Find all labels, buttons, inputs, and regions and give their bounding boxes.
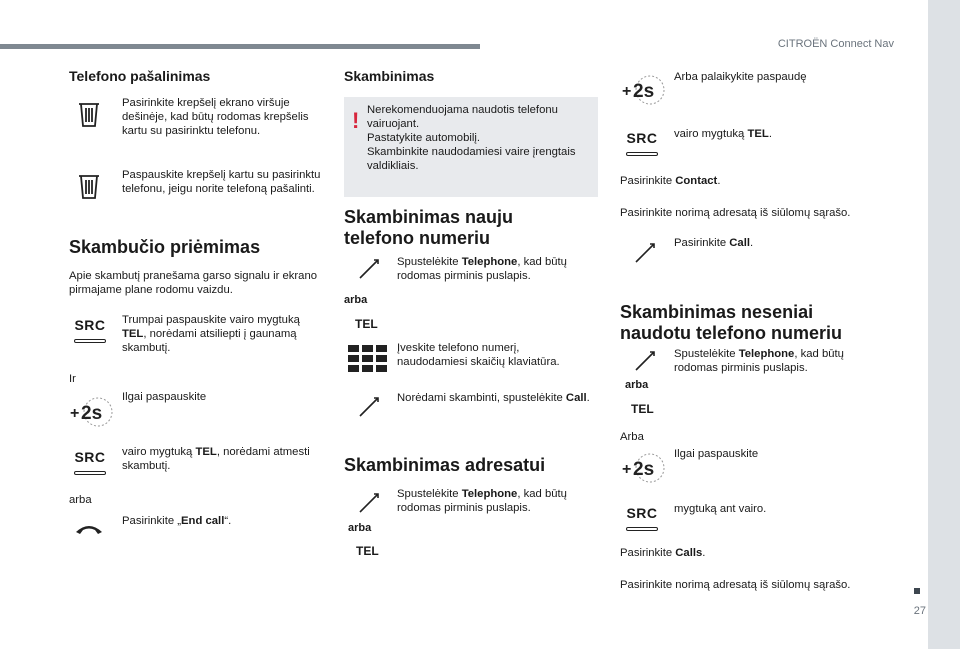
tel-button-label: TEL [356, 544, 379, 558]
recent-step-1: Spustelėkite Telephone, kad būtų rodomas pirminis puslapis. [674, 348, 844, 374]
heading-recent-number: Skambinimas neseniai naudotu telefono numeriu [620, 302, 842, 343]
receive-intro: Apie skambutį pranešama garso signalu ir ekrano pirmajame plane rodomu vaizdu. [69, 270, 318, 296]
svg-text:2s: 2s [633, 459, 655, 480]
phone-handset-icon [626, 346, 664, 376]
page-number: 27 [913, 605, 926, 617]
tel-button-label: TEL [631, 402, 654, 416]
hold-text: Arba palaikykite paspaudę [674, 71, 807, 83]
src-button-icon: SRC [626, 130, 658, 146]
phone-handset-icon [350, 392, 388, 422]
select-call: Pasirinkite Call. [674, 237, 754, 249]
heading-remove-phone: Telefono pašalinimas [69, 68, 211, 84]
heading-new-number: Skambinimas nauju telefono numeriu [344, 207, 514, 248]
heading-call-contact: Skambinimas adresatui [344, 455, 546, 475]
label-arba-cap: Arba [620, 431, 644, 443]
phone-handset-icon [350, 254, 388, 284]
header-rule [0, 44, 480, 49]
contact-step-1: Spustelėkite Telephone, kad būtų rodomas pirminis puslapis. [397, 488, 567, 514]
wheel-button-text: mygtuką ant vairo. [674, 503, 767, 515]
phone-handset-icon [350, 488, 388, 518]
label-arba: arba [625, 379, 649, 391]
trash-icon [70, 172, 108, 202]
tel-button-label: TEL [355, 317, 378, 331]
new-step-2: Įveskite telefono numerį, naudodamiesi skaičių klaviatūra. [397, 342, 560, 368]
receive-step-4: Pasirinkite „End call“. [122, 515, 232, 527]
heading-calling: Skambinimas [344, 68, 435, 84]
svg-text:+: + [622, 83, 632, 100]
trash-icon [70, 100, 108, 130]
continue-marker [914, 588, 920, 594]
label-ir: Ir [69, 373, 76, 385]
label-arba: arba [344, 294, 368, 306]
label-arba: arba [348, 522, 372, 534]
svg-text:2s: 2s [633, 81, 655, 102]
receive-step-3: vairo mygtuką TEL, norėdami atmesti skambutį. [122, 446, 310, 472]
phone-handset-icon [626, 238, 664, 268]
brand-label: CITROËN Connect Nav [777, 38, 894, 50]
select-address: Pasirinkite norimą adresatą iš siūlomų sąrašo. [620, 207, 851, 219]
long-press-2s-icon [68, 396, 114, 428]
src-button-icon: SRC [74, 317, 106, 333]
svg-text:2s: 2s [81, 403, 103, 424]
side-margin-bar [928, 0, 960, 649]
keypad-icon [348, 345, 388, 378]
new-step-1: Spustelėkite Telephone, kad būtų rodomas pirminis puslapis. [397, 256, 567, 282]
select-address-2: Pasirinkite norimą adresatą iš siūlomų sąrašo. [620, 579, 851, 591]
remove-step-1: Pasirinkite krepšelį ekrano viršuje dešinėje, kad būtų rodomas krepšelis kartu su pasirinktu telefonu. [122, 97, 309, 137]
heading-receive-call: Skambučio priėmimas [69, 237, 261, 257]
label-arba: arba [69, 494, 92, 506]
warning-text: Nerekomenduojama naudotis telefonu vairuojant. Pastatykite automobilį. Skambinkite naudodamiesi vaire įrengtais valdikliais. [367, 104, 576, 172]
src-button-icon: SRC [626, 505, 658, 521]
long-press-text: Ilgai paspauskite [674, 448, 759, 460]
new-step-3: Norėdami skambinti, spustelėkite Call. [397, 392, 590, 404]
receive-step-1: Trumpai paspauskite vairo mygtuką TEL, norėdami atsiliepti į gaunamą skambutį. [122, 314, 300, 354]
src-button-icon: SRC [74, 449, 106, 465]
select-calls: Pasirinkite Calls. [620, 547, 706, 559]
select-contact: Pasirinkite Contact. [620, 175, 721, 187]
long-press-2s-icon [620, 74, 666, 111]
src-step: vairo mygtuką TEL. [674, 128, 772, 140]
warning-icon: ! [352, 108, 360, 133]
long-press-2s-icon [620, 452, 666, 489]
receive-step-2: Ilgai paspauskite [122, 391, 207, 403]
hang-up-icon [70, 514, 108, 544]
remove-step-2: Paspauskite krepšelį kartu su pasirinktu telefonu, jeigu norite telefoną pašalinti. [122, 169, 321, 195]
svg-text:+: + [70, 405, 80, 422]
svg-text:+: + [622, 461, 632, 478]
